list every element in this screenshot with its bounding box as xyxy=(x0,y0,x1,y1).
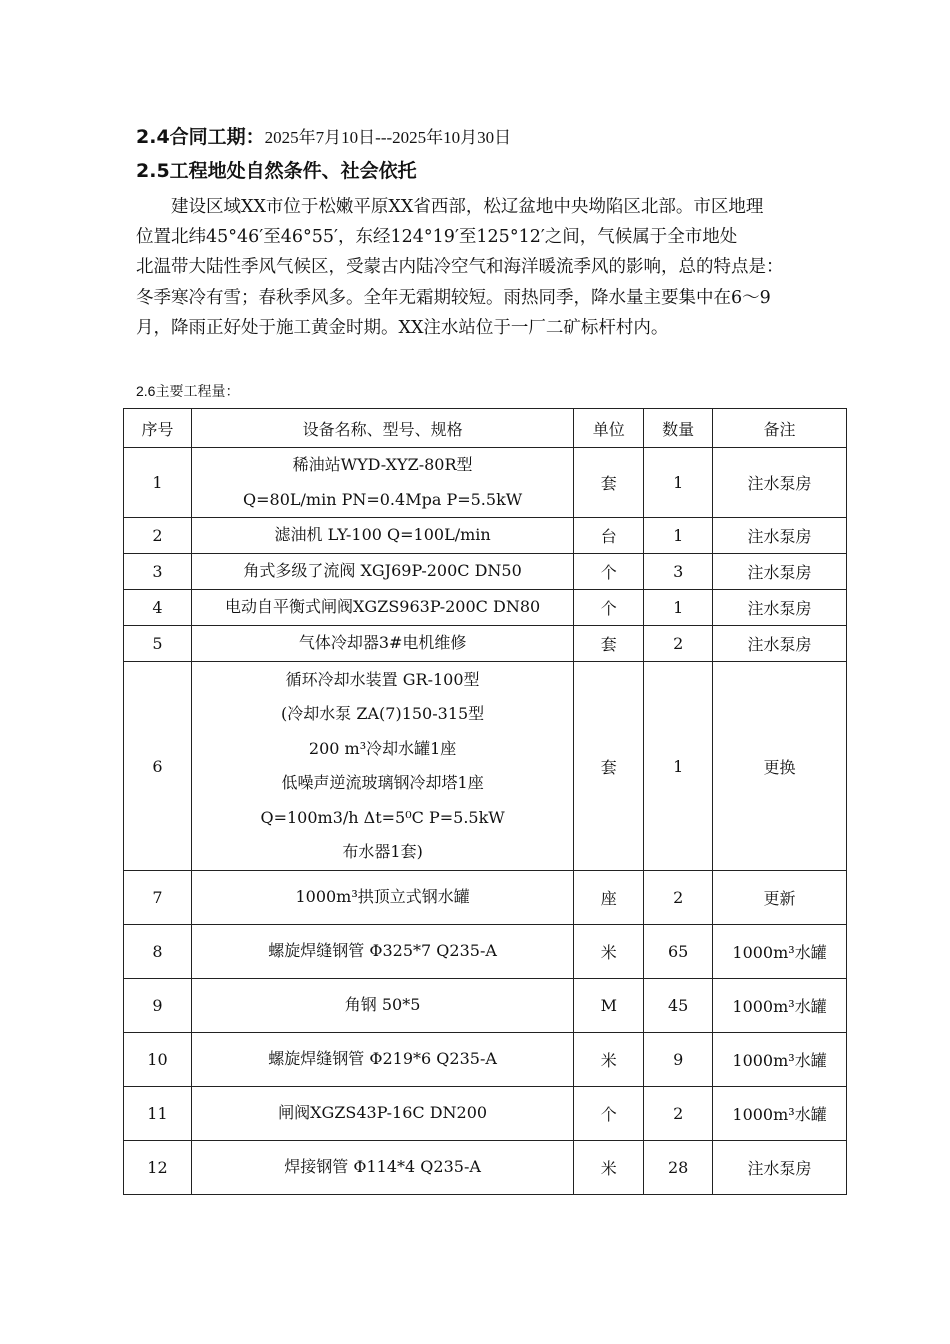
header-name: 设备名称、型号、规格 xyxy=(191,409,573,448)
cell-no: 1 xyxy=(124,448,192,518)
section-2-6-title: 2.6主要工程量： xyxy=(136,383,240,399)
cell-name-line: 200 m³冷却水罐1座 xyxy=(308,738,457,758)
cell-name-line: Q=80L/min PN=0.4Mpa P=5.5kW xyxy=(243,489,523,509)
cell-unit: 米 xyxy=(574,1141,644,1195)
cell-unit: 个 xyxy=(574,554,644,590)
cell-no: 4 xyxy=(124,590,192,626)
header-no: 序号 xyxy=(124,409,192,448)
cell-unit: 座 xyxy=(574,871,644,925)
cell-name xyxy=(191,626,573,662)
cell-name xyxy=(191,925,573,979)
cell-qty: 1 xyxy=(644,518,713,554)
header-note: 备注 xyxy=(713,409,847,448)
cell-name-line: 1000m³拱顶立式钢水罐 xyxy=(295,887,470,907)
cell-name-line: 角式多级了流阀 XGJ69P-200C DN50 xyxy=(243,561,522,581)
cell-note: 注水泵房 xyxy=(713,1141,847,1195)
table-row xyxy=(124,925,847,979)
cell-no: 2 xyxy=(124,518,192,554)
paragraph-line: 位置北纬45°46′至46°55′，东经124°19′至125°12′之间，气候属于全市地处 xyxy=(136,227,738,248)
cell-no: 6 xyxy=(124,662,192,871)
cell-unit: 套 xyxy=(574,626,644,662)
cell-name-line: 循环冷却水装置 GR-100型 xyxy=(285,669,480,689)
cell-name-line: 螺旋焊缝钢管 Φ219*6 Q235-A xyxy=(268,1049,497,1069)
table-row xyxy=(124,1141,847,1195)
cell-name xyxy=(191,1087,573,1141)
cell-note: 注水泵房 xyxy=(713,590,847,626)
cell-name-line: 低噪声逆流玻璃钢冷却塔1座 xyxy=(281,773,484,792)
natural-conditions-paragraph xyxy=(136,192,848,343)
cell-unit: 套 xyxy=(574,662,644,871)
cell-note: 注水泵房 xyxy=(713,448,847,518)
cell-qty: 2 xyxy=(644,1087,713,1141)
cell-name xyxy=(191,554,573,590)
table-row xyxy=(124,590,847,626)
cell-note: 注水泵房 xyxy=(713,518,847,554)
cell-note: 注水泵房 xyxy=(713,554,847,590)
cell-name xyxy=(191,979,573,1033)
cell-name-line: 闸阀XGZS43P-16C DN200 xyxy=(278,1103,488,1123)
cell-qty: 1 xyxy=(644,590,713,626)
cell-no: 7 xyxy=(124,871,192,925)
cell-note: 1000m³水罐 xyxy=(713,1087,847,1141)
contract-period-line xyxy=(136,122,511,149)
cell-note: 1000m³水罐 xyxy=(713,1033,847,1087)
cell-unit: 套 xyxy=(574,448,644,518)
cell-no: 10 xyxy=(124,1033,192,1087)
quantities-table xyxy=(123,408,847,1195)
cell-name-line: (冷却水泵 ZA(7)150-315型 xyxy=(281,704,485,723)
cell-no: 9 xyxy=(124,979,192,1033)
paragraph-line: 冬季寒冷有雪；春秋季风多。全年无霜期较短。雨热同季，降水量主要集中在6～9 xyxy=(136,287,771,308)
cell-qty: 45 xyxy=(644,979,713,1033)
cell-qty: 1 xyxy=(644,662,713,871)
cell-name xyxy=(191,518,573,554)
cell-name xyxy=(191,871,573,925)
table-row xyxy=(124,554,847,590)
paragraph-line: 建设区域XX市位于松嫩平原XX省西部，松辽盆地中央坳陷区北部。市区地理 xyxy=(171,197,764,217)
cell-no: 5 xyxy=(124,626,192,662)
paragraph-line: 北温带大陆性季风气候区，受蒙古内陆冷空气和海洋暖流季风的影响，总的特点是： xyxy=(136,257,784,278)
cell-note: 更换 xyxy=(713,662,847,871)
cell-name-line: 布水器1套) xyxy=(342,842,423,861)
contract-period-label: 2.4合同工期： xyxy=(136,126,265,148)
cell-no: 3 xyxy=(124,554,192,590)
cell-unit: 个 xyxy=(574,590,644,626)
natural-conditions-heading xyxy=(136,156,417,183)
cell-unit: 米 xyxy=(574,1033,644,1087)
table-row xyxy=(124,448,847,518)
cell-qty: 9 xyxy=(644,1033,713,1087)
cell-qty: 2 xyxy=(644,871,713,925)
paragraph-line: 月，降雨正好处于施工黄金时期。XX注水站位于一厂二矿标杆村内。 xyxy=(136,317,669,338)
cell-unit: 米 xyxy=(574,925,644,979)
table-row xyxy=(124,1033,847,1087)
cell-note: 注水泵房 xyxy=(713,626,847,662)
table-row xyxy=(124,662,847,871)
cell-name-line: 稀油站WYD-XYZ-80R型 xyxy=(292,455,473,474)
table-row xyxy=(124,626,847,662)
cell-no: 11 xyxy=(124,1087,192,1141)
header-qty: 数量 xyxy=(644,409,713,448)
cell-qty: 65 xyxy=(644,925,713,979)
cell-unit: 台 xyxy=(574,518,644,554)
table-row xyxy=(124,979,847,1033)
cell-no: 12 xyxy=(124,1141,192,1195)
cell-name xyxy=(191,448,573,518)
cell-name-line: 角钢 50*5 xyxy=(344,995,421,1015)
cell-name-line: 螺旋焊缝钢管 Φ325*7 Q235-A xyxy=(268,941,497,961)
table-row xyxy=(124,518,847,554)
table-row xyxy=(124,1087,847,1141)
cell-name-line: 焊接钢管 Φ114*4 Q235-A xyxy=(284,1157,481,1177)
cell-unit: M xyxy=(574,979,644,1033)
cell-unit: 个 xyxy=(574,1087,644,1141)
table-row xyxy=(124,871,847,925)
cell-name xyxy=(191,662,573,871)
cell-note: 更新 xyxy=(713,871,847,925)
cell-qty: 28 xyxy=(644,1141,713,1195)
contract-period-value: 2025年7月10日---2025年10月30日 xyxy=(264,128,512,147)
header-unit: 单位 xyxy=(574,409,644,448)
cell-qty: 1 xyxy=(644,448,713,518)
cell-name-line: 电动自平衡式闸阀XGZS963P-200C DN80 xyxy=(225,597,541,617)
cell-note: 1000m³水罐 xyxy=(713,979,847,1033)
section-2-5-title: 2.5工程地处自然条件、社会依托 xyxy=(136,160,417,182)
table-body xyxy=(124,448,847,1195)
cell-qty: 3 xyxy=(644,554,713,590)
cell-name xyxy=(191,590,573,626)
cell-qty: 2 xyxy=(644,626,713,662)
cell-name-line: 滤油机 LY-100 Q=100L/min xyxy=(274,525,491,545)
cell-note: 1000m³水罐 xyxy=(713,925,847,979)
table-header-row xyxy=(124,409,847,448)
cell-name-line: 气体冷却器3#电机维修 xyxy=(298,633,467,653)
cell-name xyxy=(191,1033,573,1087)
cell-name-line: Q=100m3/h Δt=5⁰C P=5.5kW xyxy=(260,807,505,827)
cell-name xyxy=(191,1141,573,1195)
cell-no: 8 xyxy=(124,925,192,979)
